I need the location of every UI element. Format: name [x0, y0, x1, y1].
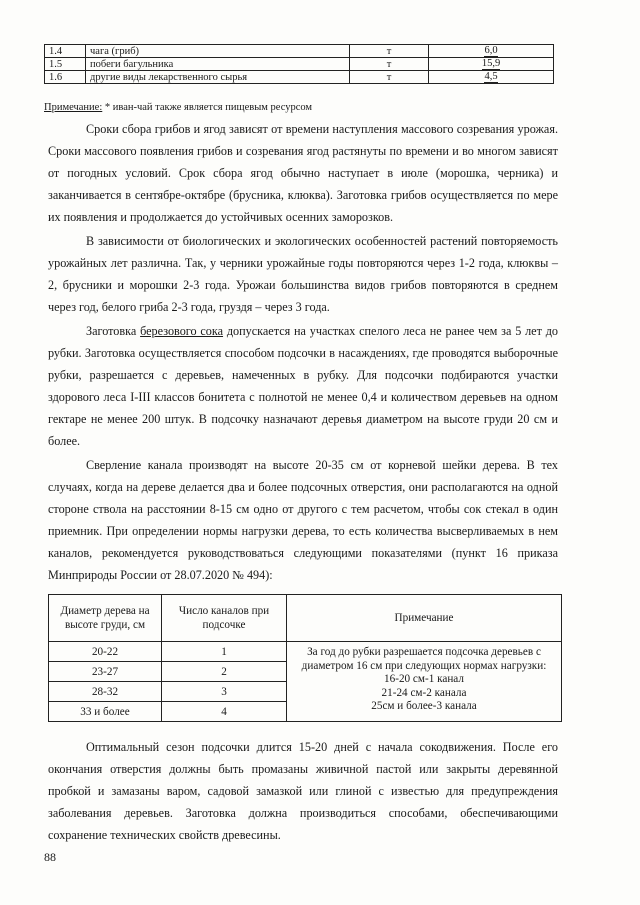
diameter-cell: 23-27	[49, 662, 162, 682]
note-cell	[287, 642, 562, 722]
table-row	[49, 642, 562, 662]
note-line: 16-20 см-1 канал	[384, 673, 464, 685]
diameter-cell: 33 и более	[49, 702, 162, 722]
row-number: 1.5	[45, 58, 86, 71]
row-number: 1.4	[45, 45, 86, 58]
resource-unit: т	[350, 71, 429, 84]
channels-cell: 4	[162, 702, 287, 722]
resource-table	[44, 44, 554, 84]
table-row	[45, 45, 554, 58]
column-header-note: Примечание	[287, 595, 562, 642]
paragraph-text: Сроки сбора грибов и ягод зависят от времени наступления массового созревания урожая. Сроки массового появления грибов и созревания ягод растянуты по времени и во многом зависят от погодных условий. Срок сбора ягод обычно наступает в июле (морошка, черника) и заканчивается в сентябре-октябре (брусника, клюква). Заготовка грибов осуществляется по мере их появления и продолжается до устойчивых осенних заморозков.	[48, 122, 558, 224]
note-line: 21-24 см-2 канала	[381, 686, 467, 699]
resource-value: 4,5	[484, 71, 498, 82]
note-text: * иван-чай также является пищевым ресурсом	[102, 102, 313, 113]
paragraph-drilling	[48, 454, 558, 586]
diameter-cell: 28-32	[49, 682, 162, 702]
table-row	[45, 58, 554, 71]
birch-sap-term: березового сока	[140, 324, 224, 338]
resource-value: 15,9	[481, 58, 501, 69]
note-label: Примечание:	[44, 102, 103, 113]
resource-value: 6,0	[484, 45, 498, 56]
paragraph-birch-sap	[48, 320, 558, 452]
note-line: За год до рубки разрешается подсочка деревьев с	[307, 646, 541, 658]
resource-value-cell	[429, 45, 554, 58]
note-line: 25см и более-3 канала	[371, 700, 477, 712]
paragraph-text-rest: допускается на участках спелого леса не ранее чем за 5 лет до рубки. Заготовка осуществляется способом подсочки в насаждениях, где проводятся выборочные рубки, разрешается с деревьев, намеченных в рубку. Для подсочки подбираются участки здорового леса I-III классов бонитета с полнотой не менее 0,4 и количеством деревьев на одном гектаре не менее 200 штук. В подсочку назначают деревья диаметром на высоте груди 20 см и более.	[48, 324, 558, 448]
channels-cell: 1	[162, 642, 287, 662]
resource-name: побеги багульника	[86, 58, 350, 71]
paragraph-text-start: Заготовка	[86, 324, 141, 338]
paragraph-yield-frequency	[48, 230, 558, 318]
resource-unit: т	[350, 45, 429, 58]
note-line: диаметром 16 см при следующих нормах нагрузки:	[301, 659, 547, 672]
drilling-norms-table	[48, 594, 562, 722]
column-header-channels: Число каналов при подсочке	[162, 595, 287, 642]
column-header-diameter: Диаметр дерева на высоте груди, см	[49, 595, 162, 642]
row-number: 1.6	[45, 71, 86, 84]
table-header-row	[49, 595, 562, 642]
resource-value-cell	[429, 71, 554, 84]
resource-value-cell	[429, 58, 554, 71]
paragraph-text: В зависимости от биологических и экологических особенностей растений повторяемость урожайных лет различна. Так, у черники урожайные годы повторяются через 1-2 года, клюквы – 2, брусники и морошки 2-3 года. Урожаи большинства видов грибов повторяются в среднем через год, белого гриба 2-3 года, груздя – через 3 года.	[48, 234, 558, 314]
channels-cell: 2	[162, 662, 287, 682]
resource-unit: т	[350, 58, 429, 71]
paragraph-text: Сверление канала производят на высоте 20-35 см от корневой шейки дерева. В тех случаях, когда на дереве делается два и более подсочных отверстия, они располагаются на одной стороне ствола на расстоянии 8-15 см одно от другого с тем расчетом, чтобы сок стекал в один приемник. При определении нормы нагрузки дерева, то есть количества высверливаемых в нем каналов, рекомендуется руководствоваться следующими показателями (пункт 16 приказа Минприроды России от 28.07.2020 № 494):	[48, 458, 558, 582]
paragraph-harvest-timing	[48, 118, 558, 228]
table-note	[44, 102, 312, 113]
table-row	[45, 71, 554, 84]
paragraph-season	[48, 736, 558, 846]
diameter-cell: 20-22	[49, 642, 162, 662]
resource-name: чага (гриб)	[86, 45, 350, 58]
paragraph-text: Оптимальный сезон подсочки длится 15-20 дней с начала сокодвижения. После его окончания отверстия должны быть промазаны живичной пастой или закрыты деревянной пробкой и замазаны варом, садовой замазкой или глиной с известью для предупреждения заболевания деревьев. Заготовка должна производиться способами, обеспечивающими сохранение технических свойств древесины.	[48, 740, 558, 842]
page-number: 88	[44, 850, 56, 864]
resource-name: другие виды лекарственного сырья	[86, 71, 350, 84]
channels-cell: 3	[162, 682, 287, 702]
